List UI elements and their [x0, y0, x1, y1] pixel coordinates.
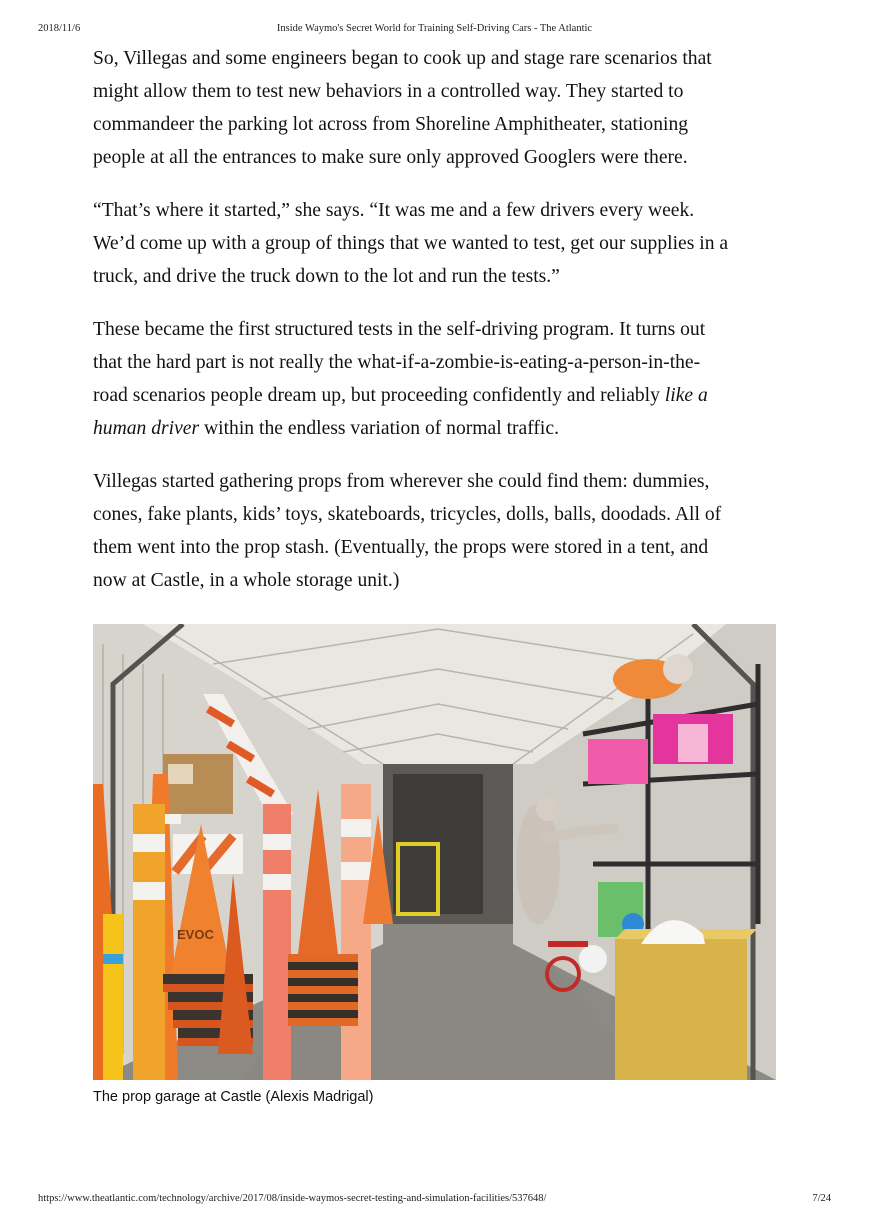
text-line: that the hard part is not really the what-if-a-zombie-is-eating-a-person-in-the-: [93, 352, 701, 373]
text-line: These became the first structured tests in the self-driving program. It turns out: [93, 319, 706, 340]
cone-label: EVOC: [177, 927, 214, 942]
text-line: now at Castle, in a whole storage unit.): [93, 570, 400, 591]
text-run: road scenarios people dream up, but proceeding confidently and reliably: [93, 385, 665, 406]
text-line: Villegas started gathering props from wherever she could find them: dummies,: [93, 471, 710, 492]
text-line: [93, 379, 783, 412]
page-url: https://www.theatlantic.com/technology/archive/2017/08/inside-waymos-secret-testing-and-simulation-facilities/537648/: [38, 1193, 547, 1204]
article-photo: [93, 624, 776, 1080]
text-line: commandeer the parking lot across from Shoreline Amphitheater, stationing: [93, 114, 689, 135]
text-line: [93, 412, 783, 445]
text-line: them went into the prop stash. (Eventually, the props were stored in a tent, and: [93, 537, 709, 558]
print-header: [0, 23, 869, 37]
paragraph-4: [93, 465, 783, 597]
print-page-title: Inside Waymo's Secret World for Training Self-Driving Cars - The Atlantic: [276, 23, 593, 34]
text-line: So, Villegas and some engineers began to cook up and stage rare scenarios that: [93, 48, 712, 69]
text-line: We’d come up with a group of things that we wanted to test, get our supplies in a: [93, 233, 729, 254]
photo-caption: The prop garage at Castle (Alexis Madrigal): [93, 1089, 374, 1105]
text-line: cones, fake plants, kids’ toys, skateboards, tricycles, dolls, balls, doodads. All of: [93, 504, 722, 525]
print-date: 2018/11/6: [38, 23, 81, 34]
paragraph-2: [93, 194, 783, 293]
print-footer: [0, 1193, 869, 1207]
text-line: truck, and drive the truck down to the lot and run the tests.”: [93, 266, 560, 287]
paragraph-3: [93, 313, 783, 445]
text-line: might allow them to test new behaviors in a controlled way. They started to: [93, 81, 684, 102]
article-body: [93, 42, 783, 617]
page-number: 7/24: [812, 1193, 831, 1204]
paragraph-1: [93, 42, 783, 174]
italic-text: like a: [664, 385, 708, 406]
text-line: people at all the entrances to make sure only approved Googlers were there.: [93, 147, 688, 168]
text-run: within the endless variation of normal traffic.: [199, 418, 559, 439]
italic-text: human driver: [93, 418, 200, 439]
text-line: “That’s where it started,” she says. “It was me and a few drivers every week.: [93, 200, 695, 221]
